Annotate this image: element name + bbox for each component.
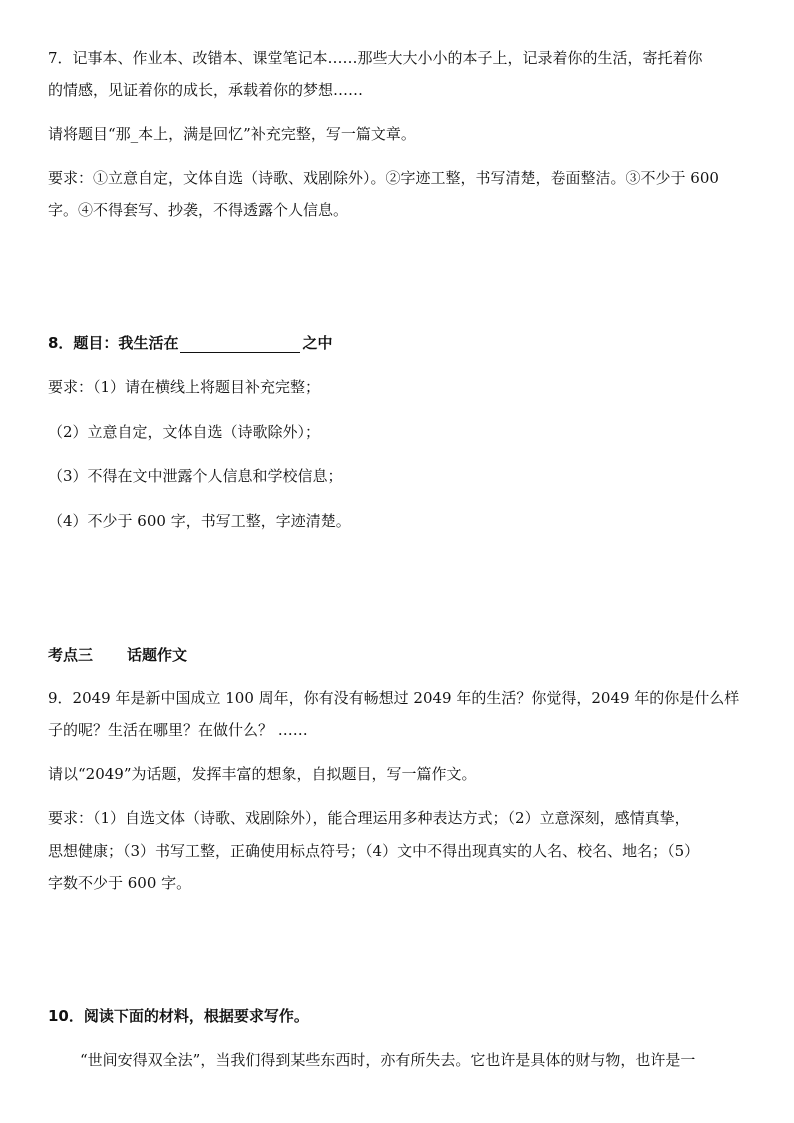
q9-prompt: 请以“2049”为话题，发挥丰富的想象，自拟题目，写一篇作文。: [48, 765, 477, 783]
q7-requirement-2: 字。④不得套写、抄袭，不得透露个人信息。: [48, 201, 349, 219]
q8-requirement-1: 要求：（1）请在横线上将题目补充完整；: [48, 378, 321, 396]
q8-requirement-4: （4）不少于 600 字，书写工整，字迹清楚。: [48, 512, 351, 530]
q9-requirement-2: 思想健康；（3）书写工整，正确使用标点符号；（4）文中不得出现真实的人名、校名、地名；（5）: [48, 842, 700, 860]
q9-line-1: 9．2049 年是新中国成立 100 周年，你有没有畅想过 2049 年的生活？你觉得，2049 年的你是什么样: [48, 689, 740, 707]
q8-title: [48, 333, 332, 353]
section-3-heading: [48, 645, 187, 665]
section-3-title: 话题作文: [127, 646, 188, 664]
q7-line-1: 7．记事本、作业本、改错本、课堂笔记本……那些大大小小的本子上，记录着你的生活，寄托着你: [48, 49, 703, 67]
q10-line-1: “世间安得双全法”，当我们得到某些东西时，亦有所失去。它也许是具体的财与物，也许是一: [80, 1051, 696, 1069]
q8-requirement-2: （2）立意自定，文体自选（诗歌除外）；: [48, 423, 321, 441]
q7-line-2: 的情感，见证着你的成长，承载着你的梦想……: [48, 81, 364, 99]
q8-title-blank: [180, 334, 300, 353]
section-3-label: 考点三: [48, 646, 94, 664]
q7-prompt: 请将题目“那_本上，满是回忆”补充完整，写一篇文章。: [48, 125, 416, 143]
q8-title-suffix: 之中: [302, 334, 333, 352]
q10-title: 10．阅读下面的材料，根据要求写作。: [48, 1007, 309, 1025]
q9-requirement-1: 要求：（1）自选文体（诗歌、戏剧除外），能合理运用多种表达方式；（2）立意深刻，感情真挚，: [48, 809, 690, 827]
q7-requirement-1: 要求：①立意自定，文体自选（诗歌、戏剧除外）。②字迹工整，书写清楚，卷面整洁。③不少于 600: [48, 169, 719, 187]
q9-line-2: 子的呢？生活在哪里？在做什么？ ……: [48, 721, 308, 739]
q8-requirement-3: （3）不得在文中泄露个人信息和学校信息；: [48, 467, 343, 485]
q8-title-prefix: 8．题目：我生活在: [48, 334, 179, 352]
q9-requirement-3: 字数不少于 600 字。: [48, 874, 192, 892]
